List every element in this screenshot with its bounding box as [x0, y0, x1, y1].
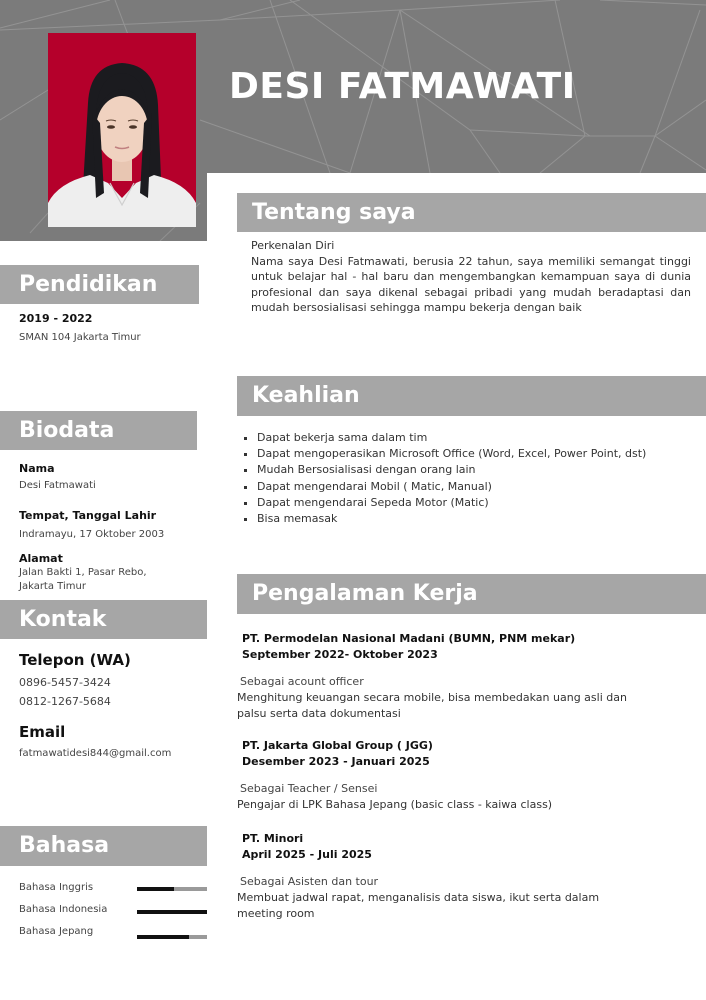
- contact-phone-2[interactable]: 0812-1267-5684: [19, 695, 111, 708]
- biodata-name-label: Nama: [19, 462, 55, 475]
- language-name-japanese: Bahasa Jepang: [19, 926, 94, 937]
- section-header-biodata: Biodata: [0, 411, 197, 450]
- section-header-education: Pendidikan: [0, 265, 199, 304]
- job-period: September 2022- Oktober 2023: [242, 648, 438, 661]
- biodata-birth-label: Tempat, Tanggal Lahir: [19, 509, 157, 522]
- candidate-name-title: DESI FATMAWATI: [229, 66, 576, 107]
- skill-item: Mudah Bersosialisasi dengan orang lain: [243, 462, 646, 478]
- biodata-address-line2: Jakarta Timur: [19, 581, 86, 592]
- bullet-icon: [244, 502, 247, 505]
- contact-phone-1[interactable]: 0896-5457-3424: [19, 676, 111, 689]
- language-level-bar-english: [137, 887, 207, 891]
- bullet-icon: [244, 453, 247, 456]
- biodata-birth-value: Indramayu, 17 Oktober 2003: [19, 529, 165, 540]
- job-entry-minori: [237, 831, 697, 922]
- about-subtitle: Perkenalan Diri: [251, 239, 335, 252]
- education-period: 2019 - 2022: [19, 312, 93, 325]
- contact-phone-label: Telepon (WA): [19, 651, 131, 669]
- job-company: PT. Minori: [242, 832, 304, 845]
- contact-email-label: Email: [19, 723, 66, 741]
- job-entry-jgg: [237, 738, 697, 813]
- portrait-image: [48, 33, 196, 227]
- language-name-english: Bahasa Inggris: [19, 882, 94, 893]
- contact-email-value[interactable]: fatmawatidesi844@gmail.com: [19, 748, 172, 759]
- biodata-address-label: Alamat: [19, 552, 63, 565]
- job-role: Sebagai Teacher / Sensei: [240, 782, 378, 795]
- job-entry-pnm: [237, 631, 697, 722]
- job-role: Sebagai Asisten dan tour: [240, 875, 379, 888]
- skill-item: Dapat bekerja sama dalam tim: [243, 430, 646, 446]
- job-description: Pengajar di LPK Bahasa Jepang (basic class - kaiwa class): [237, 798, 553, 811]
- bullet-icon: [244, 469, 247, 472]
- job-company: PT. Jakarta Global Group ( JGG): [242, 739, 433, 752]
- job-description: Membuat jadwal rapat, menganalisis data siswa, ikut serta dalam meeting room: [237, 891, 600, 920]
- biodata-name-value: Desi Fatmawati: [19, 480, 96, 491]
- skill-item: Dapat mengoperasikan Microsoft Office (Word, Excel, Power Point, dst): [243, 446, 646, 462]
- job-description: Menghitung keuangan secara mobile, bisa membedakan uang asli dan palsu serta data dokumentasi: [237, 691, 627, 720]
- section-header-about: Tentang saya: [237, 193, 706, 232]
- about-section: [251, 238, 691, 316]
- section-header-experience: Pengalaman Kerja: [237, 574, 706, 614]
- skill-item: Bisa memasak: [243, 511, 646, 527]
- job-period: Desember 2023 - Januari 2025: [242, 755, 430, 768]
- bullet-icon: [244, 486, 247, 489]
- section-header-skills: Keahlian: [237, 376, 706, 416]
- language-name-indonesian: Bahasa Indonesia: [19, 904, 108, 915]
- section-header-languages: Bahasa: [0, 826, 207, 866]
- language-level-bar-indonesian: [137, 910, 207, 914]
- bullet-icon: [244, 437, 247, 440]
- job-period: April 2025 - Juli 2025: [242, 848, 372, 861]
- bullet-icon: [244, 518, 247, 521]
- about-text: Nama saya Desi Fatmawati, berusia 22 tahun, saya memiliki semangat tinggi untuk belajar hal - hal baru dan mengembangkan kemampuan saya di dunia profesional dan saya dikenal sebagai pribadi yang mudah beradaptasi dan mudah bersosialisasi sehingga mampu bekerja dengan baik: [251, 254, 691, 315]
- language-level-bar-japanese: [137, 935, 207, 939]
- biodata-address-line1: Jalan Bakti 1, Pasar Rebo,: [19, 567, 147, 578]
- profile-photo: [48, 33, 196, 227]
- skills-list: [243, 430, 646, 527]
- job-company: PT. Permodelan Nasional Madani (BUMN, PNM mekar): [242, 632, 576, 645]
- skill-item: Dapat mengendarai Sepeda Motor (Matic): [243, 495, 646, 511]
- job-role: Sebagai acount officer: [240, 675, 364, 688]
- section-header-contact: Kontak: [0, 600, 207, 639]
- skill-item: Dapat mengendarai Mobil ( Matic, Manual): [243, 479, 646, 495]
- education-school: SMAN 104 Jakarta Timur: [19, 332, 141, 343]
